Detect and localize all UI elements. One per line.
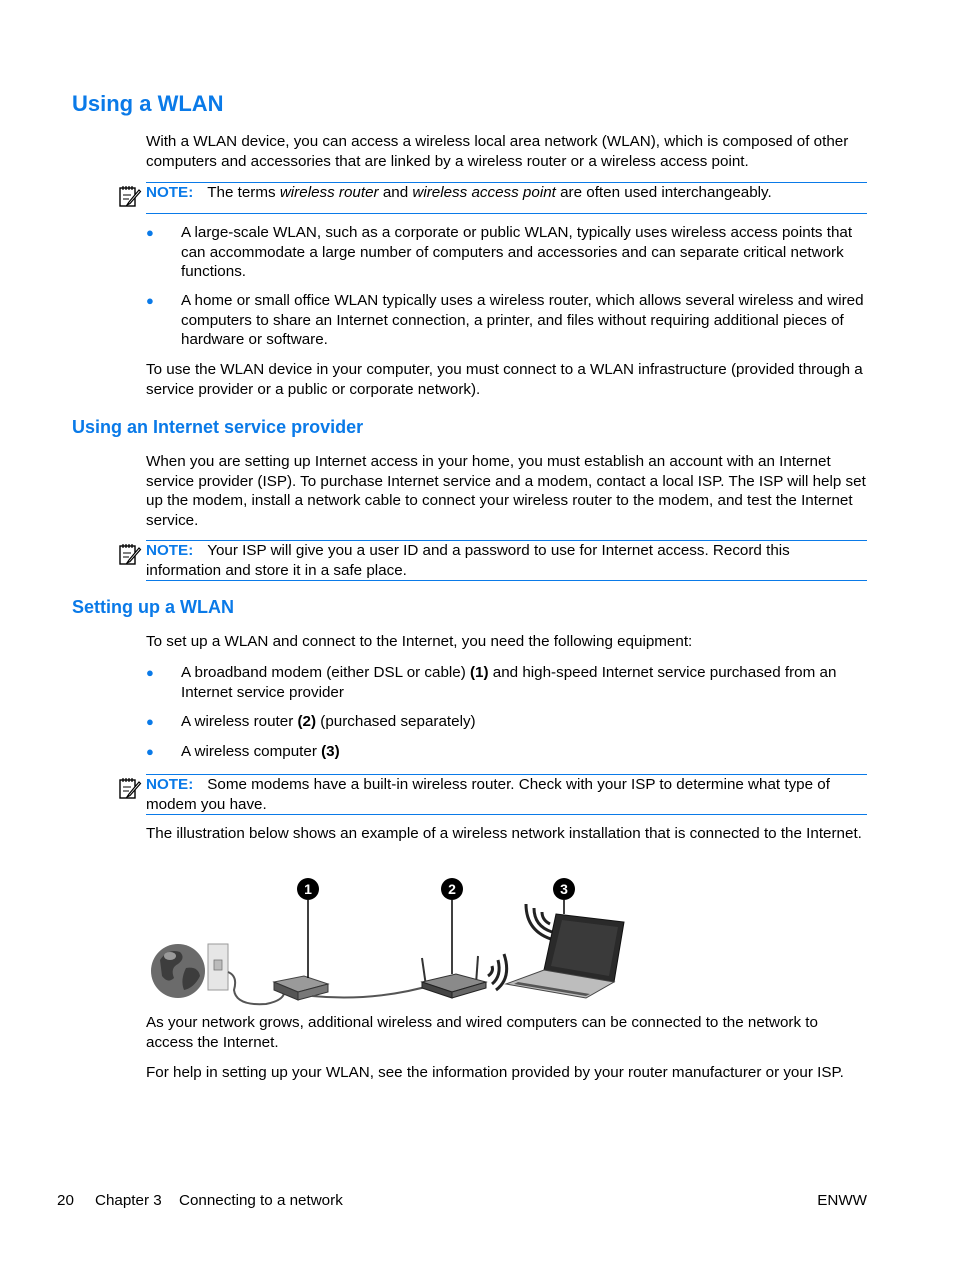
wireless-signal-icon	[488, 954, 507, 990]
section-heading-setup: Setting up a WLAN	[72, 597, 234, 617]
illustration-intro: The illustration below shows an example of a wireless network installation that is connected to the Internet.	[146, 825, 862, 842]
list-item: A wireless router (2) (purchased separately)	[181, 713, 476, 730]
note-term: wireless router	[279, 184, 379, 201]
note-icon	[117, 184, 143, 210]
isp-paragraph: When you are setting up Internet access in your home, you must establish an account with an Internet service provider (ISP). To purchase Internet service and a modem, contact a local ISP. The ISP will help set up the modem, install a network cable to connect your wireless router to the modem, and test the Internet service.	[146, 453, 866, 529]
note-box	[146, 774, 867, 815]
list-item: A large-scale WLAN, such as a corporate or public WLAN, typically uses wireless access points that can accommodate a large number of computers and accessories and can separate critical network functions.	[181, 224, 853, 280]
chapter-title: Connecting to a network	[179, 1192, 343, 1209]
list-item: A home or small office WLAN typically uses a wireless router, which allows several wireless and wired computers to share an Internet connection, a printer, and files without requiring additional pieces of hardware or software.	[181, 292, 864, 348]
chapter-number: Chapter 3	[95, 1192, 162, 1209]
globe-icon	[151, 944, 205, 998]
bullet-icon: ●	[146, 293, 154, 308]
laptop-icon	[506, 914, 624, 998]
section-heading-isp: Using an Internet service provider	[72, 417, 364, 437]
list-item: A broadband modem (either DSL or cable) (1) and high-speed Internet service purchased from an Internet service provider	[181, 664, 837, 701]
note-icon	[117, 542, 143, 568]
note-text: The terms	[207, 184, 280, 201]
note-box	[146, 540, 867, 581]
note-box	[146, 182, 867, 214]
bullet-icon: ●	[146, 665, 154, 680]
callout-label: 3	[560, 881, 568, 897]
footer-locale: ENWW	[817, 1192, 867, 1209]
note-label: NOTE:	[146, 542, 194, 559]
note-term: wireless access point	[412, 184, 556, 201]
bullet-icon: ●	[146, 714, 154, 729]
setup-intro: To set up a WLAN and connect to the Internet, you need the following equipment:	[146, 633, 693, 650]
note-icon	[117, 776, 143, 802]
note-text: and	[378, 184, 413, 201]
callout-label: 2	[448, 881, 456, 897]
bullet-icon: ●	[146, 225, 154, 240]
wall-jack-icon	[208, 944, 228, 990]
page-number: 20	[57, 1192, 74, 1209]
list-item: A wireless computer (3)	[181, 743, 340, 760]
page-title: Using a WLAN	[72, 91, 224, 116]
intro-paragraph: With a WLAN device, you can access a wireless local area network (WLAN), which is composed of other computers and accessories that are linked by a wireless router or a wireless access point.	[146, 133, 849, 170]
note-text: Your ISP will give you a user ID and a password to use for Internet access. Record this information and store it in a safe place.	[146, 542, 790, 579]
note-text: are often used interchangeably.	[555, 184, 772, 201]
note-label: NOTE:	[146, 184, 194, 201]
router-icon	[422, 956, 486, 998]
callout-label: 1	[304, 881, 312, 897]
outro-paragraph: To use the WLAN device in your computer, you must connect to a WLAN infrastructure (provided through a service provider or a public or corporate network).	[146, 361, 863, 398]
note-text: Some modems have a built-in wireless router. Check with your ISP to determine what type of modem you have.	[146, 776, 830, 813]
help-paragraph: For help in setting up your WLAN, see the information provided by your router manufacturer or your ISP.	[146, 1064, 844, 1081]
network-illustration	[146, 872, 636, 1008]
wireless-signal-icon	[526, 904, 554, 940]
bullet-icon: ●	[146, 744, 154, 759]
note-label: NOTE:	[146, 776, 194, 793]
growth-paragraph: As your network grows, additional wireless and wired computers can be connected to the network to access the Internet.	[146, 1014, 818, 1051]
